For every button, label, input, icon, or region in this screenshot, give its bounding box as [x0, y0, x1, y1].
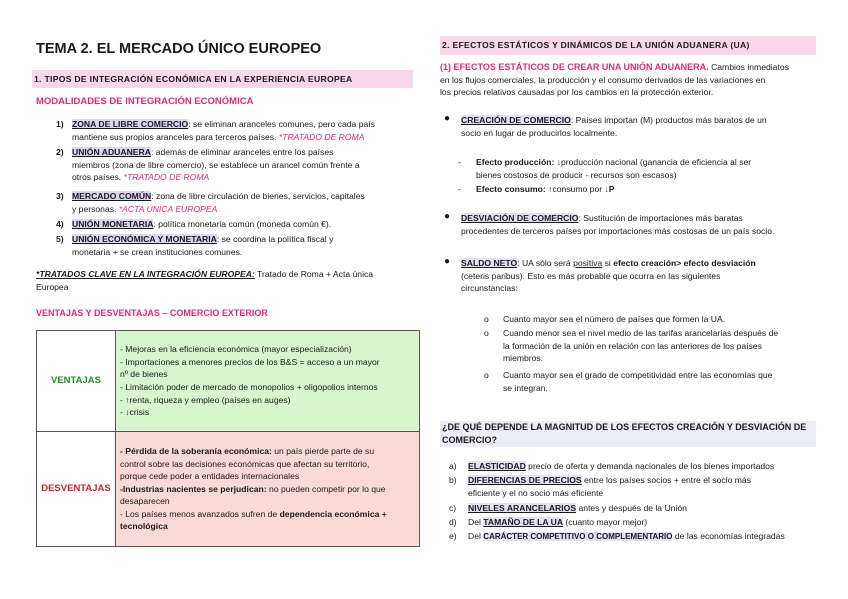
- page-title: TEMA 2. EL MERCADO ÚNICO EUROPEO: [36, 41, 322, 57]
- circumstance-line: la formación de la unión en relación con las anteriores de los países: [503, 340, 762, 351]
- desventaja-line: - Pérdida de la soberanía económica: un país pierde parte de su: [120, 445, 375, 456]
- efecto-consumo: Efecto consumo: ↑consumo por ↓P: [476, 184, 615, 194]
- ventaja-line: - Limitación poder de mercado de monopolios + oligopolios internos: [120, 382, 378, 392]
- question-line: ¿DE QUÉ DEPENDE LA MAGNITUD DE LOS EFECTOS CREACIÓN Y DESVIACIÓN DE: [442, 422, 807, 432]
- factor-letter: c): [449, 503, 457, 513]
- circle-bullet-icon: o: [484, 370, 489, 380]
- circumstance-line: se integran.: [503, 382, 548, 393]
- circle-bullet-icon: o: [484, 314, 489, 324]
- bullet-icon: ●: [444, 211, 451, 222]
- factor-item: DIFERENCIAS DE PRECIOS entre los países socios + entre el socio más eficiente y el no socio más eficiente: [468, 475, 751, 498]
- ventaja-line: nº de bienes: [120, 369, 168, 380]
- ventaja-line: - Importaciones a menores precios de los B&S = acceso a un mayor: [120, 356, 380, 367]
- ventaja-line: - ↓crisis: [120, 407, 150, 418]
- section-2-header: 2. EFECTOS ESTÁTICOS Y DINÁMICOS DE LA UNIÓN ADUANERA (UA): [440, 36, 816, 55]
- circumstance-item: [503, 369, 815, 394]
- list-item-union-aduanera: UNIÓN ADUANERA: además de eliminar aranceles entre los países miembros (zona de libre comercio), se establece un arancel común frente a otros países. *TRATADO DE ROMA: [72, 147, 360, 183]
- desventaja-line: -Industrias nacientes se perjudican: no pueden competir por lo que: [120, 483, 386, 494]
- dash-marker: -: [458, 184, 461, 194]
- list-item-union-economica: UNIÓN ECONÓMICA Y MONETARIA: se coordina la política fiscal y monetaria + se crean instituciones comunes.: [72, 234, 334, 257]
- ventajas-title: VENTAJAS Y DESVENTAJAS – COMERCIO EXTERIOR: [36, 308, 268, 318]
- desventaja-line: porque cede poder a entidades internacionales: [120, 471, 300, 482]
- circle-bullet-icon: o: [484, 328, 489, 338]
- bullet-icon: ●: [444, 256, 451, 267]
- static-effects-intro: (1) EFECTOS ESTÁTICOS DE CREAR UNA UNIÓN ADUANERA. Cambios inmediatos en los flujos comerciales, la producción y el consumo derivados de las variaciones en los precios relativos causadas por los cambios en la protección exterior.: [440, 62, 789, 98]
- question-heading: [440, 421, 816, 447]
- item-number: 3): [56, 191, 64, 201]
- tratados-clave: *TRATADOS CLAVE EN LA INTEGRACIÓN EUROPEA: Tratado de Roma + Acta única Europea: [36, 269, 374, 292]
- item-number: 4): [56, 219, 64, 229]
- circumstance-item: [503, 327, 815, 365]
- desviacion-comercio: DESVIACIÓN DE COMERCIO: Sustitución de importaciones más baratas procedentes de terceros países por importaciones más costosas de un país socio.: [461, 213, 775, 236]
- factor-item: Del TAMAÑO DE LA UA (cuanto mayor mejor): [468, 517, 648, 527]
- modalidades-title: MODALIDADES DE INTEGRACIÓN ECONÓMICA: [36, 96, 254, 107]
- item-number: 2): [56, 147, 64, 157]
- desventaja-line: - Los países menos avanzados sufren de dependencia económica +: [120, 508, 387, 519]
- bullet-icon: ●: [444, 113, 451, 124]
- dash-marker: -: [458, 157, 461, 167]
- circumstance-item: [503, 313, 815, 326]
- circumstance-line: miembros.: [503, 353, 544, 364]
- desventaja-line: control sobre las decisiones económicas que afectan su territorio,: [120, 458, 370, 469]
- saldo-neto: SALDO NETO: UA sólo será positiva si efecto creación> efecto desviación (ceteris paribus). Esto es más probable que ocurra en las siguientes circunstancias:: [461, 258, 756, 294]
- section-1-header: 1. TIPOS DE INTEGRACIÓN ECONÓMICA EN LA EXPERIENCIA EUROPEA: [32, 70, 413, 88]
- desventajas-cell: [116, 432, 420, 547]
- factor-item: Del CARÁCTER COMPETITIVO O COMPLEMENTARIO de las economías integradas: [468, 531, 785, 541]
- desventaja-line: tecnológica: [120, 521, 168, 532]
- ventaja-line: - ↑renta, riqueza y empleo (países en auges): [120, 394, 291, 405]
- desventaja-line: desaparecen: [120, 496, 170, 507]
- desventajas-label: DESVENTAJAS: [37, 432, 116, 547]
- circumstance-line: Cuanto mayor sea el grado de competitividad entre las economías que: [503, 370, 773, 380]
- factor-letter: b): [449, 475, 457, 485]
- ventajas-desventajas-table: [36, 330, 420, 547]
- item-number: 5): [56, 234, 64, 244]
- ventajas-cell: [116, 331, 420, 432]
- factor-letter: e): [449, 531, 457, 541]
- efecto-produccion: Efecto producción: ↓producción nacional (ganancia de eficiencia al ser bienes costosos de producir - recursos son escasos): [476, 157, 752, 180]
- factor-letter: d): [449, 517, 457, 527]
- ventaja-line: - Mejoras en la eficiencia económica (mayor especialización): [120, 344, 352, 355]
- list-item-union-monetaria: UNIÓN MONETARIA: política monetaria común (moneda común €).: [72, 219, 332, 229]
- creacion-comercio: CREACIÓN DE COMERCIO: Países importan (M) productos más baratos de un socio en lugar de producirlos localmente.: [461, 115, 767, 138]
- question-line: COMERCIO?: [442, 435, 497, 445]
- ventajas-label: VENTAJAS: [37, 331, 116, 432]
- factor-item: NIVELES ARANCELARIOS antes y después de la Unión: [468, 503, 687, 513]
- list-item-zona-libre: ZONA DE LIBRE COMERCIO: se eliminan aranceles comunes, pero cada país mantiene sus propios aranceles para terceros países. *TRATADO DE ROMA: [72, 119, 375, 142]
- item-number: 1): [56, 119, 64, 129]
- circumstance-line: Cuando menor sea el nivel medio de las tarifas arancelarias después de: [503, 328, 779, 338]
- factor-item: ELASTICIDAD precio de oferta y demanda nacionales de los bienes importados: [468, 461, 775, 471]
- circumstance-line: Cuanto mayor sea el número de países que formen la UA.: [503, 314, 726, 324]
- factor-letter: a): [449, 461, 457, 471]
- list-item-mercado-comun: MERCADO COMÚN: zona de libre circulación de bienes, servicios, capitales y personas. *ACTA ÚNICA EUROPEA: [72, 191, 365, 214]
